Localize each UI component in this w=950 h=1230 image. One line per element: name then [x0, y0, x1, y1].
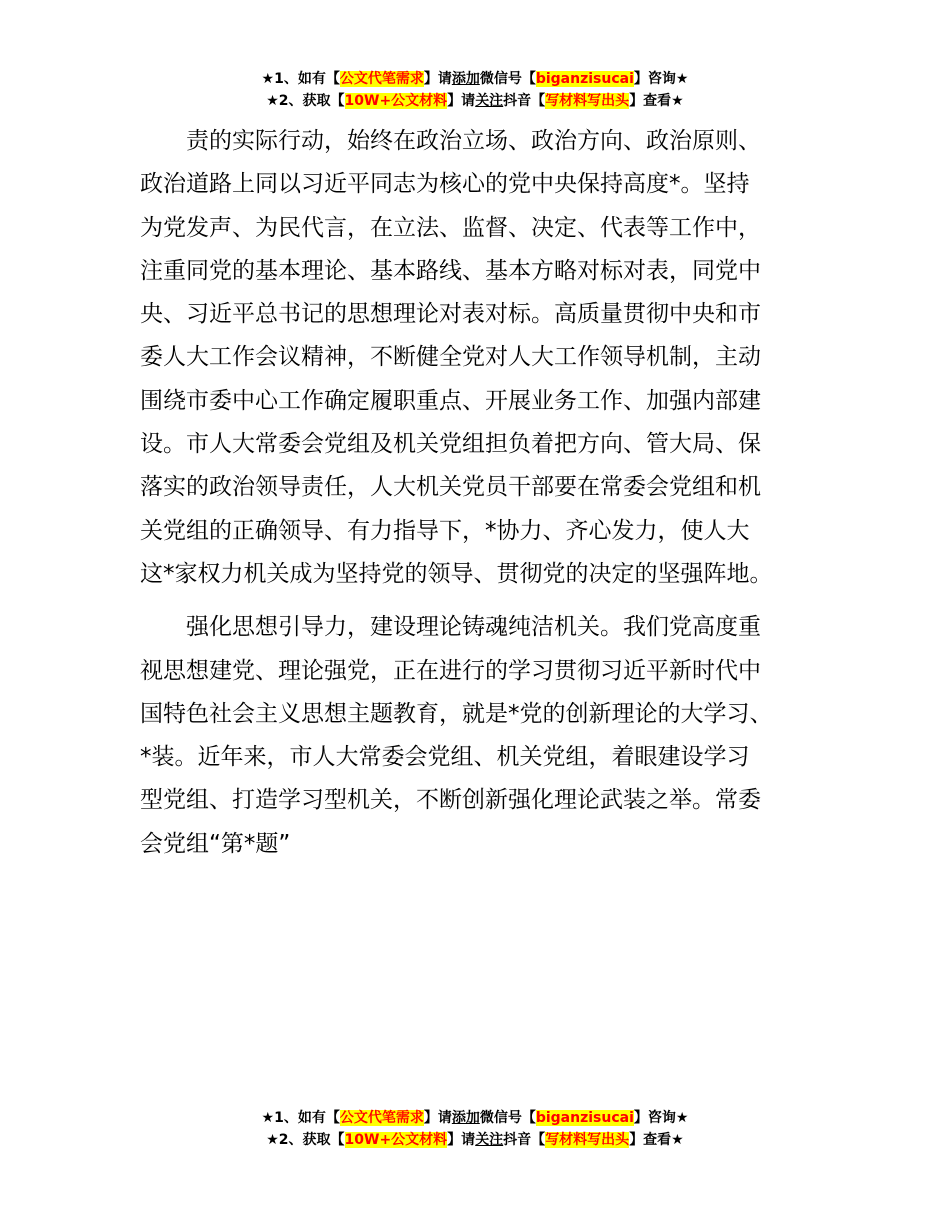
underlined-text: 添加: [451, 1110, 480, 1126]
underlined-text: 关注: [475, 93, 504, 109]
banner-text: 微信号【: [479, 1110, 536, 1126]
banner-text: 】咨询★: [633, 71, 689, 87]
banner-text: 微信号【: [479, 71, 536, 87]
banner-line-1: [0, 68, 950, 90]
banner-line-2: [0, 90, 950, 112]
banner-text: 】请: [447, 1132, 476, 1148]
underlined-text: 关注: [475, 1132, 504, 1148]
highlight-materials: 10W+公文材料: [344, 1132, 448, 1148]
highlight-wechat-id: biganzisucai: [535, 1110, 634, 1126]
footer-banner: [0, 1107, 950, 1151]
document-body: [140, 120, 830, 866]
paragraph-1: 责的实际行动，始终在政治立场、政治方向、政治原则、 政治道路上同以习近平同志为核心的党中央保持高度*。坚持 为党发声、为民代言，在立法、监督、决定、代表等工作中， 注重同党的基本理论、基本路线、基本方略对标对表，同党中 央、习近平总书记的思想理论对表对标。高质量贯彻中央和市 委人大工作会议精神，不断健全党对人大工作领导机制，主动 围绕市委中心工作确定履职重点、开展业务工作、加强内部建 设。市人大常委会党组及机关党组担负着把方向、管大局、保 落实的政治领导责任，人大机关党员干部要在常委会党组和机 关党组的正确领导、有力指导下，*协力、齐心发力，使人大 这*家权力机关成为坚持党的领导、贯彻党的决定的坚强阵地。: [140, 128, 773, 587]
highlight-wechat-id: biganzisucai: [535, 71, 634, 87]
banner-text: 】请: [423, 1110, 452, 1126]
banner-text: 】请: [447, 93, 476, 109]
highlight-douyin-account: 写材料写出头: [545, 93, 630, 109]
paragraph-2: 强化思想引导力，建设理论铸魂纯洁机关。我们党高度重 视思想建党、理论强党，正在进行的学习贯彻习近平新时代中 国特色社会主义思想主题教育，就是*党的创新理论的大学习、 *装。近年来，市人大常委会党组、机关党组，着眼建设学习 型党组、打造学习型机关，不断创新强化理论武装之举。常委 会党组“第*题”: [140, 614, 773, 857]
banner-text: 抖音【: [503, 1132, 546, 1148]
banner-line-1: [0, 1107, 950, 1129]
underlined-text: 添加: [451, 71, 480, 87]
banner-text: 】查看★: [629, 93, 684, 109]
banner-text: 】查看★: [629, 1132, 684, 1148]
highlight-service: 公文代笔需求: [339, 71, 424, 87]
banner-text: ★2、获取【: [266, 93, 345, 109]
header-banner: [0, 68, 950, 112]
banner-line-2: [0, 1129, 950, 1151]
highlight-service: 公文代笔需求: [339, 1110, 424, 1126]
banner-text: 】咨询★: [633, 1110, 689, 1126]
banner-text: 】请: [423, 71, 452, 87]
banner-text: ★1、如有【: [261, 71, 340, 87]
highlight-materials: 10W+公文材料: [344, 93, 448, 109]
banner-text: ★2、获取【: [266, 1132, 345, 1148]
banner-text: ★1、如有【: [261, 1110, 340, 1126]
banner-text: 抖音【: [503, 93, 546, 109]
highlight-douyin-account: 写材料写出头: [545, 1132, 630, 1148]
